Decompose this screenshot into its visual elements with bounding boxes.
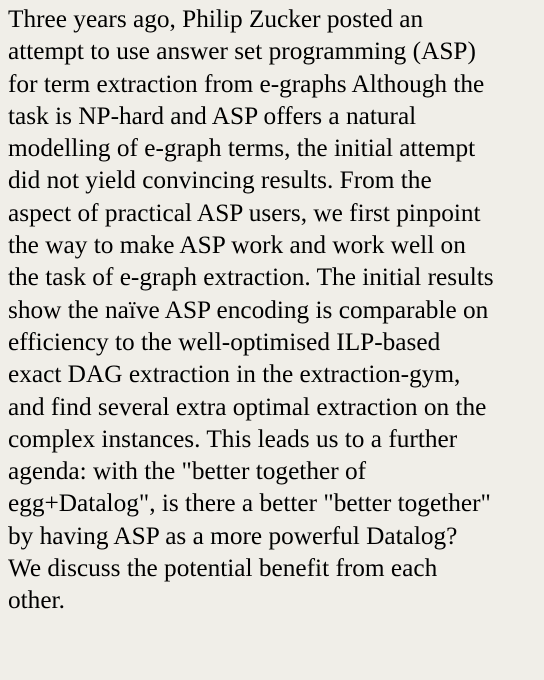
- abstract-line: Three years ago, Philip Zucker posted an: [8, 5, 424, 33]
- abstract-line: aspect of practical ASP users, we first pinpoint: [8, 198, 481, 227]
- abstract-line: agenda: with the "better together of: [8, 457, 367, 486]
- abstract-line: egg+Datalog", is there a better "better together": [8, 489, 491, 518]
- abstract-line: the task of e-graph extraction. The initial results: [8, 263, 494, 292]
- abstract-line: complex instances. This leads us to a further: [8, 424, 458, 453]
- abstract-line: show the naïve ASP encoding is comparable on: [8, 295, 489, 324]
- abstract-line: task is NP-hard and ASP offers a natural: [8, 101, 417, 130]
- abstract-line: other.: [8, 586, 65, 615]
- abstract-line: We discuss the potential benefit from each: [8, 554, 438, 583]
- abstract-line: exact DAG extraction in the extraction-gym,: [8, 360, 461, 389]
- abstract-line: modelling of e-graph terms, the initial attempt: [8, 134, 476, 163]
- abstract-line: attempt to use answer set programming (ASP): [8, 37, 476, 66]
- abstract-text: [8, 3, 540, 617]
- abstract-line: and find several extra optimal extraction on the: [8, 392, 487, 421]
- abstract-line: efficiency to the well-optimised ILP-based: [8, 327, 441, 356]
- abstract-line: by having ASP as a more powerful Datalog?: [8, 521, 458, 550]
- abstract-line: did not yield convincing results. From the: [8, 166, 432, 195]
- abstract-line: the way to make ASP work and work well on: [8, 231, 466, 260]
- abstract-line: for term extraction from e-graphs Although the: [8, 69, 485, 98]
